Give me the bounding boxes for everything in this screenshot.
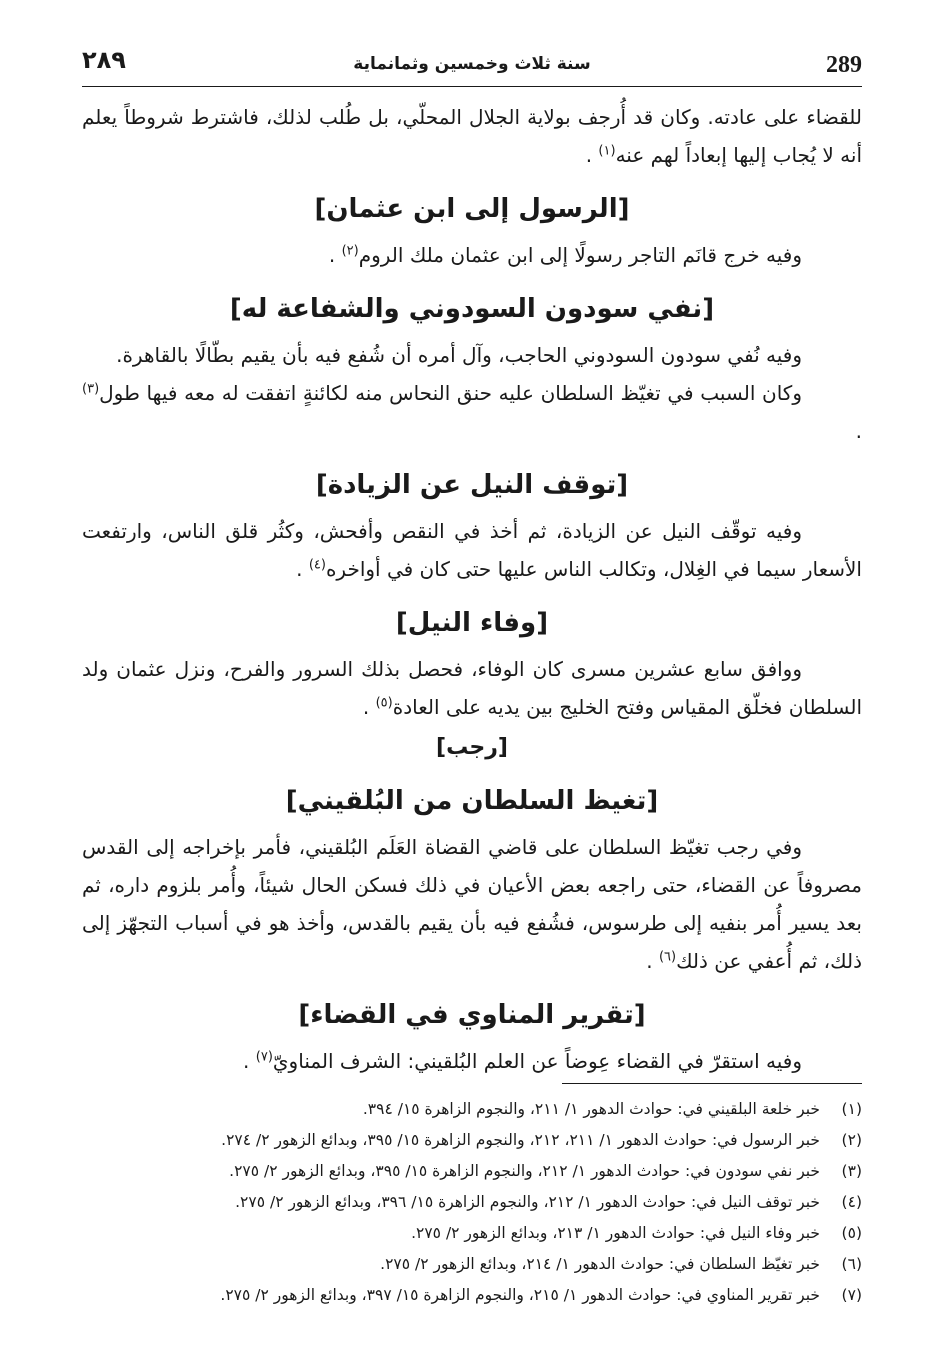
footnote-text: خبر خلعة البلقيني في: حوادث الدهور ١/ ٢١١، والنجوم الزاهرة ١٥/ ٣٩٤. bbox=[362, 1100, 820, 1118]
page-number-arabic: ٢٨٩ bbox=[82, 46, 126, 74]
section-heading: [وفاء النيل] bbox=[395, 608, 549, 638]
footnote-text: خبر وفاء النيل في: حوادث الدهور ١/ ٢١٣، وبدائع الزهور ٢/ ٢٧٥. bbox=[411, 1224, 820, 1242]
footnote-item bbox=[82, 1094, 862, 1125]
footnote-number: (٣) bbox=[841, 1162, 862, 1180]
paragraph: وفيه استقرّ في القضاء عِوضاً عن العلم البُلقيني: الشرف المناويّ$^{(٧)}$ . bbox=[243, 1049, 802, 1073]
footnote-ref: (٧) bbox=[255, 1049, 273, 1065]
paragraph: وفيه نُفي سودون السودوني الحاجب، وآل أمره أن شُفع فيه بأن يقيم بطّالًا بالقاهرة. bbox=[116, 343, 802, 367]
paragraph: ووافق سابع عشرين مسرى كان الوفاء، فحصل بذلك السرور والفرح، ونزل عثمان ولد السلطان فخلّق المقياس وفتح الخليج بين يديه على العادة$^{(٥)}$ . bbox=[82, 657, 862, 719]
month-heading: [رجب] bbox=[436, 735, 508, 760]
footnote-ref: (٢) bbox=[341, 243, 359, 259]
footnote-item bbox=[82, 1280, 862, 1311]
page-header bbox=[82, 44, 862, 84]
footnote-number: (٧) bbox=[841, 1286, 862, 1304]
footnote-number: (٤) bbox=[841, 1193, 862, 1211]
footnote-ref: (٥) bbox=[375, 695, 393, 711]
footnote-text: خبر تغيّظ السلطان في: حوادث الدهور ١/ ٢١٤، وبدائع الزهور ٢/ ٢٧٥. bbox=[380, 1255, 820, 1273]
footnote-number: (٥) bbox=[841, 1224, 862, 1242]
footnote-item bbox=[82, 1125, 862, 1156]
footnote-item bbox=[82, 1156, 862, 1187]
footnote-ref: (٦) bbox=[658, 949, 677, 965]
footnote-separator bbox=[562, 1083, 862, 1084]
section-heading: [تغيظ السلطان من البُلقيني] bbox=[285, 786, 659, 816]
paragraph: وفي رجب تغيّظ السلطان على قاضي القضاة العَلَم البُلقيني، فأمر بإخراجه إلى القدس مصروفاً عن القضاء، حتى راجعه بعض الأعيان في ذلك فسكن الحال شيئاً، وأُمر بلزوم داره، ثم بعد يسير أُمر بنفيه إلى طرسوس، فشُفع فيه بأن يقيم بالقدس، وأخذ هو في أسباب التجهّز إلى ذلك، ثم أُعفي عن ذلك$^{(٦)}$ . bbox=[82, 835, 862, 973]
footnote-text: خبر تقرير المناوي في: حوادث الدهور ١/ ٢١٥، والنجوم الزاهرة ١٥/ ٣٩٧، وبدائع الزهور ٢/ ٢٧٥. bbox=[220, 1286, 820, 1304]
footnote-number: (٦) bbox=[841, 1255, 862, 1273]
footnotes bbox=[82, 1094, 862, 1311]
footnote-ref: (٣) bbox=[82, 381, 100, 397]
running-title: سنة ثلاث وخمسين وثمانماية bbox=[353, 54, 591, 74]
paragraph: وكان السبب في تغيّظ السلطان عليه حنق النحاس منه لكائنةٍ اتفقت له معه فيها طول$^{(٣)}$ . bbox=[82, 381, 862, 443]
paragraph: وفيه توقّف النيل عن الزيادة، ثم أخذ في النقص وأفحش، وكثُر قلق الناس، وارتفعت الأسعار سيما في الغِلال، وتكالب الناس عليها حتى كان في أواخره$^{(٤)}$ . bbox=[82, 519, 862, 581]
footnote-item bbox=[82, 1187, 862, 1218]
footnote-text: خبر توقف النيل في: حوادث الدهور ١/ ٢١٢، والنجوم الزاهرة ١٥/ ٣٩٦، وبدائع الزهور ٢/ ٢٧٥. bbox=[235, 1193, 820, 1211]
section-heading: [توقف النيل عن الزيادة] bbox=[315, 470, 629, 500]
footnote-number: (١) bbox=[841, 1100, 862, 1118]
main-text bbox=[82, 98, 862, 1080]
paragraph: وفيه خرج قانَم التاجر رسولًا إلى ابن عثمان ملك الروم$^{(٢)}$ . bbox=[328, 243, 802, 267]
footnote-ref: (٤) bbox=[308, 557, 326, 573]
footnote-number: (٢) bbox=[841, 1131, 862, 1149]
section-heading: [الرسول إلى ابن عثمان] bbox=[314, 194, 630, 224]
page-number-latin: 289 bbox=[826, 52, 862, 78]
section-heading: [نفي سودون السودوني والشفاعة له] bbox=[229, 294, 715, 324]
footnote-text: خبر نفي سودون في: حوادث الدهور ١/ ٢١٢، والنجوم الزاهرة ١٥/ ٣٩٥، وبدائع الزهور ٢/ ٢٧٥. bbox=[229, 1162, 820, 1180]
footnote-ref: (١) bbox=[598, 143, 616, 159]
footnote-item bbox=[82, 1249, 862, 1280]
footnote-text: خبر الرسول في: حوادث الدهور ١/ ٢١١، ٢١٢، والنجوم الزاهرة ١٥/ ٣٩٥، وبدائع الزهور ٢/ ٢٧٤. bbox=[221, 1131, 820, 1149]
header-rule bbox=[82, 86, 862, 87]
footnote-item bbox=[82, 1218, 862, 1249]
intro-paragraph: للقضاء على عادته. وكان قد أُرجف بولاية الجلال المحلّي، بل طُلب لذلك، فاشترط شروطاً يعلم أنه لا يُجاب إليها إبعاداً لهم عنه$^{(١)}$ . bbox=[82, 105, 862, 167]
section-heading: [تقرير المناوي في القضاء] bbox=[298, 1000, 646, 1030]
